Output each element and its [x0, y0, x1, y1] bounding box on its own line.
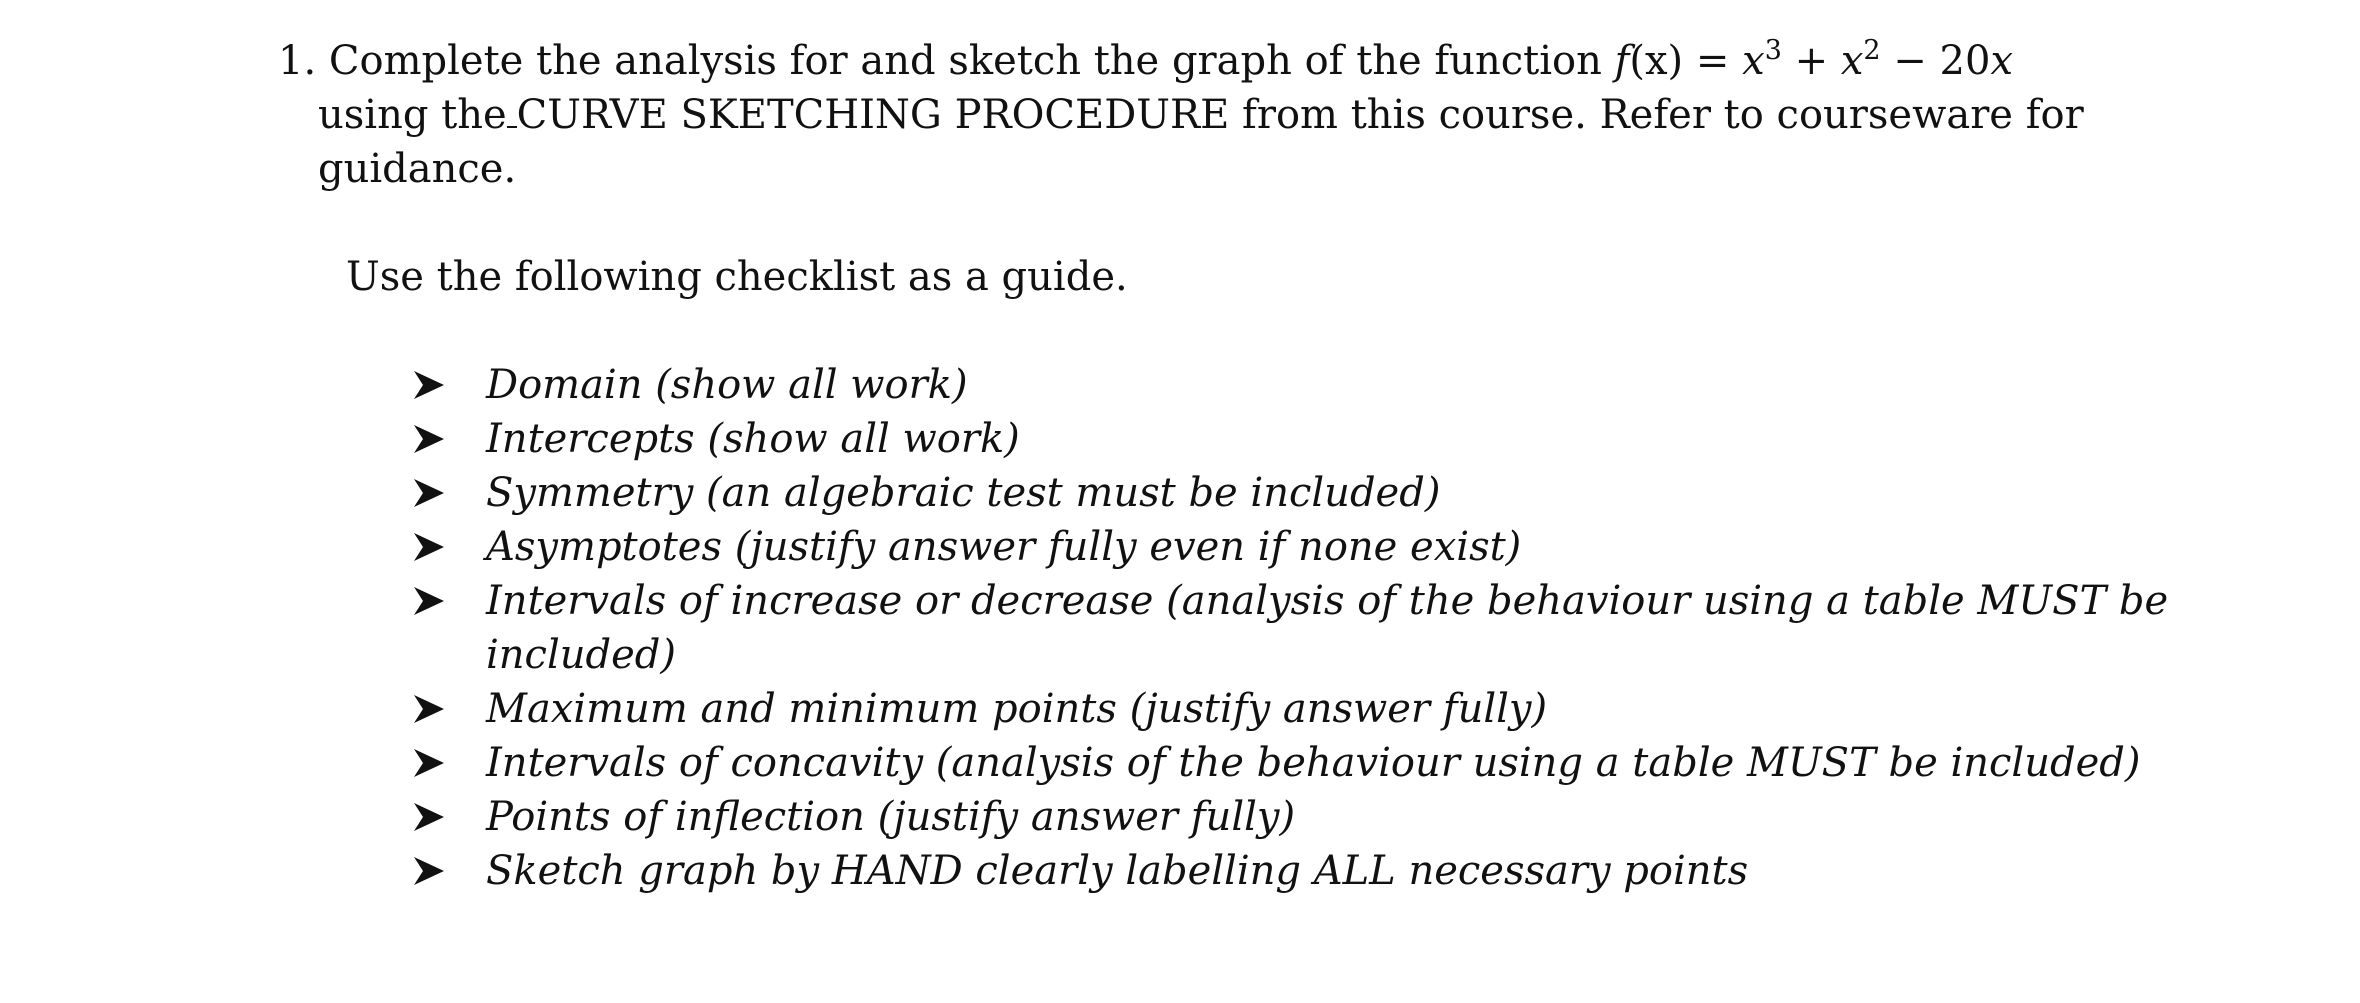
- checklist-item: [0, 790, 2360, 844]
- checklist-item-text: Maximum and minimum points (justify answer fully): [486, 686, 1548, 732]
- question-text-2a: using the: [318, 92, 507, 138]
- arrowhead-bullet-icon: [412, 369, 446, 401]
- question-text-1: Complete the analysis for and sketch the graph of the function: [328, 38, 1602, 84]
- checklist-item: [0, 412, 2360, 466]
- arrowhead-bullet-icon: [412, 747, 446, 779]
- checklist-item: [0, 736, 2360, 790]
- question-number: 1.: [278, 38, 317, 84]
- arrowhead-bullet-icon: [412, 477, 446, 509]
- checklist-item: [0, 358, 2360, 412]
- checklist-item-continuation: included): [486, 632, 676, 678]
- checklist-item-text: Intervals of increase or decrease (analysis of the behaviour using a table MUST be: [486, 578, 2169, 624]
- question-line-1: [278, 34, 2013, 93]
- arrowhead-bullet-icon: [412, 693, 446, 725]
- question-text-3: guidance.: [318, 146, 517, 192]
- checklist-item: [0, 682, 2360, 736]
- checklist-item-text: Points of inflection (justify answer fully): [486, 794, 1296, 840]
- arrowhead-bullet-icon: [412, 423, 446, 455]
- arrowhead-bullet-icon: [412, 585, 446, 617]
- checklist-item: [0, 520, 2360, 574]
- checklist-item: [0, 574, 2360, 682]
- checklist-item-text: Asymptotes (justify answer fully even if none exist): [486, 524, 1522, 570]
- checklist-item: [0, 466, 2360, 520]
- checklist-item-text: Sketch graph by HAND clearly labelling ALL necessary points: [486, 848, 1749, 894]
- checklist-intro: Use the following checklist as a guide.: [346, 254, 1128, 300]
- question-line-3: [318, 142, 516, 196]
- question-line-2: [318, 88, 2084, 142]
- checklist-item: [0, 844, 2360, 898]
- function-expression: $f(x) = x^3 + x^2 - 20x$: [1614, 35, 2013, 84]
- arrowhead-bullet-icon: [412, 531, 446, 563]
- arrowhead-bullet-icon: [412, 855, 446, 887]
- checklist-item-text: Symmetry (an algebraic test must be included): [486, 470, 1441, 516]
- checklist-item-text: Intercepts (show all work): [486, 416, 1020, 462]
- arrowhead-bullet-icon: [412, 801, 446, 833]
- underline-mark: [507, 94, 517, 128]
- question-text-2b: CURVE SKETCHING PROCEDURE from this course. Refer to courseware for: [516, 92, 2084, 138]
- checklist-item-text: Domain (show all work): [486, 362, 968, 408]
- checklist-item-text: Intervals of concavity (analysis of the behaviour using a table MUST be included): [486, 740, 2141, 786]
